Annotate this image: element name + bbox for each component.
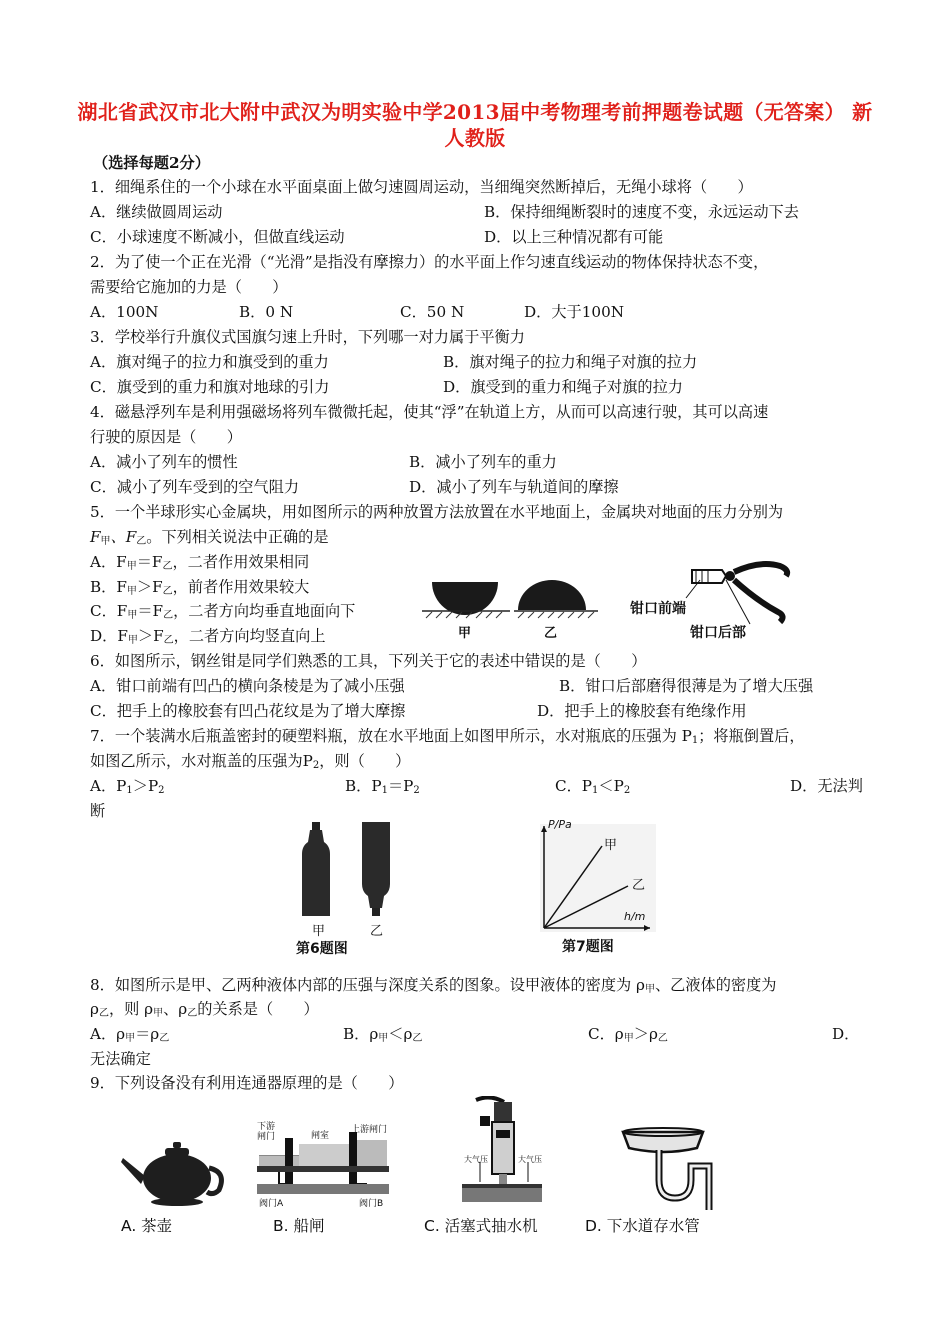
q8-stem-line1: 8．如图所示是甲、乙两种液体内部的压强与深度关系的图象。设甲液体的密度为 $\rho_甲$、乙液体的密度为: [90, 976, 777, 995]
q9-option-a: A. 茶壶: [121, 1217, 173, 1235]
q3-option-b: B．旗对绳子的拉力和绳子对旗的拉力: [443, 353, 698, 371]
q8-option-a: A．$\rho_甲=\rho_乙$: [90, 1025, 170, 1044]
q1-stem: 1．细绳系住的一个小球在水平面桌面上做匀速圆周运动，当细绳突然断掉后，无绳小球将（ ）: [90, 178, 753, 196]
q1-option-b: B．保持细绳断裂时的速度不变，永远运动下去: [484, 203, 799, 221]
graph-y-label: P/Pa: [548, 818, 572, 831]
q2-option-b: B．0 N: [239, 303, 294, 321]
q5-stem-line1: 5．一个半球形实心金属块，用如图所示的两种放置方法放置在水平地面上，金属块对地面的压力分别为: [90, 503, 784, 521]
q6-stem: 6．如图所示，钢丝钳是同学们熟悉的工具，下列关于它的表述中错误的是（ ）: [90, 652, 647, 670]
pressure-depth-graph: [532, 818, 662, 958]
hemisphere-label-yi: 乙: [544, 626, 558, 641]
q8-option-c: C．$\rho_甲>\rho_乙$: [588, 1025, 668, 1044]
bottle-label-jia: 甲: [312, 924, 326, 939]
pliers-figure: [630, 556, 800, 646]
q7-option-d: D．无法判: [790, 777, 863, 795]
lock-valve-b-label: 阀门B: [359, 1199, 384, 1209]
teapot-icon: [115, 1138, 235, 1208]
q4-option-c: C．减小了列车受到的空气阻力: [90, 478, 300, 496]
piston-pump-figure: [420, 1096, 570, 1238]
q7-option-b: B．$P_1=P_2$: [345, 777, 420, 796]
hemisphere-figure: [420, 572, 600, 652]
q8-option-d: D．: [832, 1025, 860, 1043]
q2-option-c: C．50 N: [400, 303, 465, 321]
piston-pump-icon: [420, 1096, 570, 1206]
q2-option-a: A．100N: [90, 303, 159, 321]
q6-option-a: A．钳口前端有凹凸的横向条棱是为了减小压强: [90, 677, 405, 695]
q8-option-d-cont: 无法确定: [90, 1050, 151, 1068]
instruction-text: （选择每题2分）: [93, 154, 210, 172]
q5-option-b: B．$F_甲>F_乙$，前者作用效果较大: [90, 578, 310, 597]
q6-option-c: C．把手上的橡胶套有凹凸花纹是为了增大摩擦: [90, 702, 406, 720]
q3-stem: 3．学校举行升旗仪式国旗匀速上升时，下列哪一对力属于平衡力: [90, 328, 525, 346]
q1-option-c: C．小球速度不断减小，但做直线运动: [90, 228, 345, 246]
q9-stem: 9．下列设备没有利用连通器原理的是（ ）: [90, 1074, 404, 1092]
fig7-caption: 第7题图: [562, 939, 614, 955]
q5-option-c: C．$F_甲=F_乙$，二者方向均垂直地面向下: [90, 602, 356, 621]
pump-air-label-2: 大气压: [518, 1155, 542, 1164]
bottle-label-yi: 乙: [370, 924, 384, 939]
q3-option-c: C．旗受到的重力和旗对地球的引力: [90, 378, 330, 396]
q2-stem-line1: 2．为了使一个正在光滑（“光滑”是指没有摩擦力）的水平面上作匀速直线运动的物体保持状态不变，: [90, 253, 769, 271]
q4-option-d: D．减小了列车与轨道间的摩擦: [409, 478, 619, 496]
q2-option-d: D．大于100N: [524, 303, 625, 321]
q4-stem-line2: 行驶的原因是（ ）: [90, 428, 242, 446]
lock-chamber-label: 闸室: [311, 1131, 330, 1141]
pliers-back-label: 钳口后部: [690, 625, 746, 641]
ship-lock-figure: [255, 1122, 395, 1238]
teapot-figure: [115, 1138, 235, 1238]
q2-stem-line2: 需要给它施加的力是（ ）: [90, 278, 288, 296]
q6-option-d: D．把手上的橡胶套有绝缘作用: [537, 702, 747, 720]
q4-option-b: B．减小了列车的重力: [409, 453, 557, 471]
graph-series-jia: 甲: [604, 838, 618, 853]
lock-upstream-label: 上游闸门: [351, 1125, 388, 1135]
pump-air-label-1: 大气压: [464, 1155, 488, 1164]
q4-stem-line1: 4．磁悬浮列车是利用强磁场将列车微微托起，使其“浮”在轨道上方，从而可以高速行驶，其可以高速: [90, 403, 769, 421]
q3-option-d: D．旗受到的重力和绳子对旗的拉力: [443, 378, 683, 396]
q7-stem-line2: 如图乙所示，水对瓶盖的压强为$P_2$，则（ ）: [90, 752, 411, 771]
page-title: 湖北省武汉市北大附中武汉为明实验中学2013届中考物理考前押题卷试题（无答案） 新人教版: [77, 100, 873, 150]
pliers-front-label: 钳口前端: [630, 601, 686, 617]
q7-stem-line1: 7．一个装满水后瓶盖密封的硬塑料瓶，放在水平地面上如图甲所示，水对瓶底的压强为 $P_1$；将瓶倒置后，: [90, 727, 805, 746]
drain-trap-figure: [585, 1126, 735, 1238]
q1-option-d: D．以上三种情况都有可能: [484, 228, 664, 246]
hemisphere-label-jia: 甲: [458, 626, 472, 641]
lock-valve-a-label: 阀门A: [259, 1199, 284, 1209]
q3-option-a: A．旗对绳子的拉力和旗受到的重力: [90, 353, 329, 371]
q5-option-d: D．$F_甲>F_乙$，二者方向均竖直向上: [90, 627, 326, 646]
q7-option-c: C．$P_1<P_2$: [555, 777, 631, 796]
q7-option-d-cont: 断: [90, 802, 106, 820]
graph-x-label: h/m: [624, 910, 646, 923]
q7-option-a: A．$P_1>P_2$: [90, 777, 165, 796]
fig6-caption: 第6题图: [296, 941, 348, 957]
q4-option-a: A．减小了列车的惯性: [90, 453, 238, 471]
q9-option-d: D. 下水道存水管: [585, 1217, 700, 1235]
q1-option-a: A．继续做圆周运动: [90, 203, 223, 221]
bottles-figure: [290, 820, 400, 955]
q8-option-b: B．$\rho_甲<\rho_乙$: [343, 1025, 423, 1044]
q8-stem-line2: $\rho_乙$，则 $\rho_甲$、$\rho_乙$的关系是（ ）: [90, 1000, 319, 1019]
q9-option-c: C. 活塞式抽水机: [424, 1217, 538, 1235]
q5-stem-line2: $F_甲$、$F_乙$。下列相关说法中正确的是: [90, 528, 329, 547]
lock-downstream-label: 下游 闸门: [257, 1122, 276, 1142]
q9-option-b: B. 船闸: [273, 1217, 325, 1235]
q6-option-b: B．钳口后部磨得很薄是为了增大压强: [559, 677, 814, 695]
q5-option-a: A．$F_甲=F_乙$，二者作用效果相同: [90, 553, 310, 572]
drain-trap-icon: [585, 1126, 735, 1210]
graph-series-yi: 乙: [632, 878, 646, 893]
